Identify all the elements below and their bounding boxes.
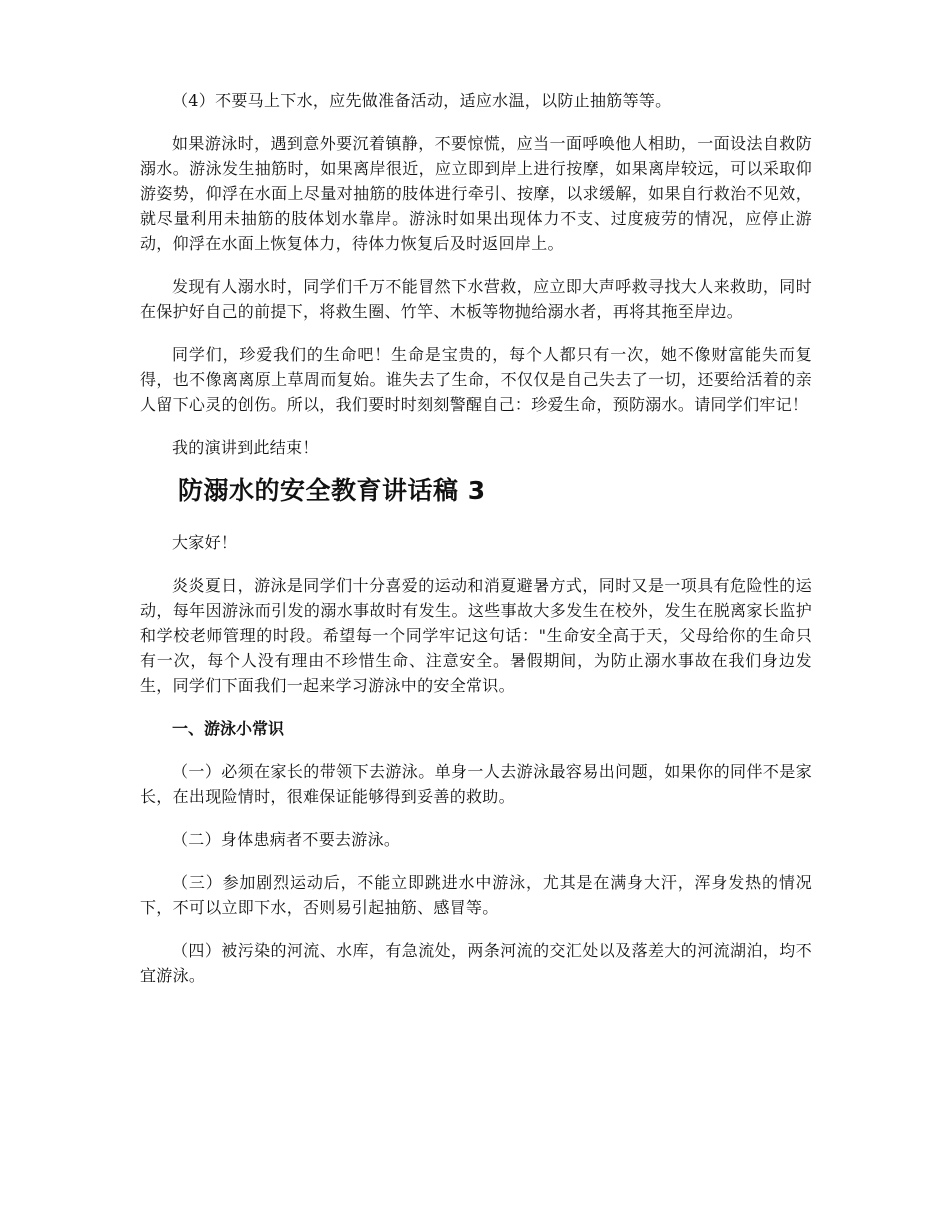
list-item: （三）参加剧烈运动后，不能立即跳进水中游泳，尤其是在满身大汗，浑身发热的情况下，不可以立即下水，否则易引起抽筋、感冒等。	[140, 873, 812, 917]
paragraph-tip-4: （4）不要马上下水，应先做准备活动，适应水温，以防止抽筋等等。	[172, 91, 672, 110]
paragraph-closing: 我的演讲到此结束！	[172, 438, 319, 457]
paragraph-rescue-others: 发现有人溺水时，同学们千万不能冒然下水营救，应立即大声呼救寻找大人来救助，同时在保护好自己的前提下，将救生圈、竹竿、木板等物抛给溺水者，再将其拖至岸边。	[140, 277, 812, 321]
paragraph-greeting: 大家好！	[172, 533, 238, 552]
paragraph-cherish-life: 同学们，珍爱我们的生命吧！生命是宝贵的，每个人都只有一次，她不像财富能失而复得，也不像离离原上草周而复始。谁失去了生命，不仅仅是自己失去了一切，还要给活着的亲人留下心灵的创伤。所以，我们要时时刻刻警醒自己：珍爱生命，预防溺水。请同学们牢记！	[140, 345, 812, 414]
document-page	[140, 88, 812, 1006]
list-item: （四）被污染的河流、水库，有急流处，两条河流的交汇处以及落差大的河流湖泊，均不宜游泳。	[140, 941, 812, 985]
paragraph-self-rescue: 如果游泳时，遇到意外要沉着镇静，不要惊慌，应当一面呼唤他人相助，一面设法自救防溺水。游泳发生抽筋时，如果离岸很近，应立即到岸上进行按摩，如果离岸较远，可以采取仰游姿势，仰浮在水面上尽量对抽筋的肢体进行牵引、按摩，以求缓解，如果自行救治不见效，就尽量利用未抽筋的肢体划水靠岸。游泳时如果出现体力不支、过度疲劳的情况，应停止游动，仰浮在水面上恢复体力，待体力恢复后及时返回岸上。	[140, 134, 812, 253]
list-item: （一）必须在家长的带领下去游泳。单身一人去游泳最容易出问题，如果你的同伴不是家长，在出现险情时，很难保证能够得到妥善的救助。	[140, 762, 812, 806]
section-subtitle: 一、游泳小常识	[172, 719, 285, 738]
list-item: （二）身体患病者不要去游泳。	[172, 830, 401, 849]
paragraph-intro: 炎炎夏日，游泳是同学们十分喜爱的运动和消夏避暑方式，同时又是一项具有危险性的运动，每年因游泳而引发的溺水事故时有发生。这些事故大多发生在校外，发生在脱离家长监护和学校老师管理的时段。希望每一个同学牢记这句话："生命安全高于天，父母给你的生命只有一次，每个人没有理由不珍惜生命、注意安全。暑假期间，为防止溺水事故在我们身边发生，同学们下面我们一起来学习游泳中的安全常识。	[140, 576, 812, 695]
section-heading: 防溺水的安全教育讲话稿 3	[178, 476, 486, 505]
